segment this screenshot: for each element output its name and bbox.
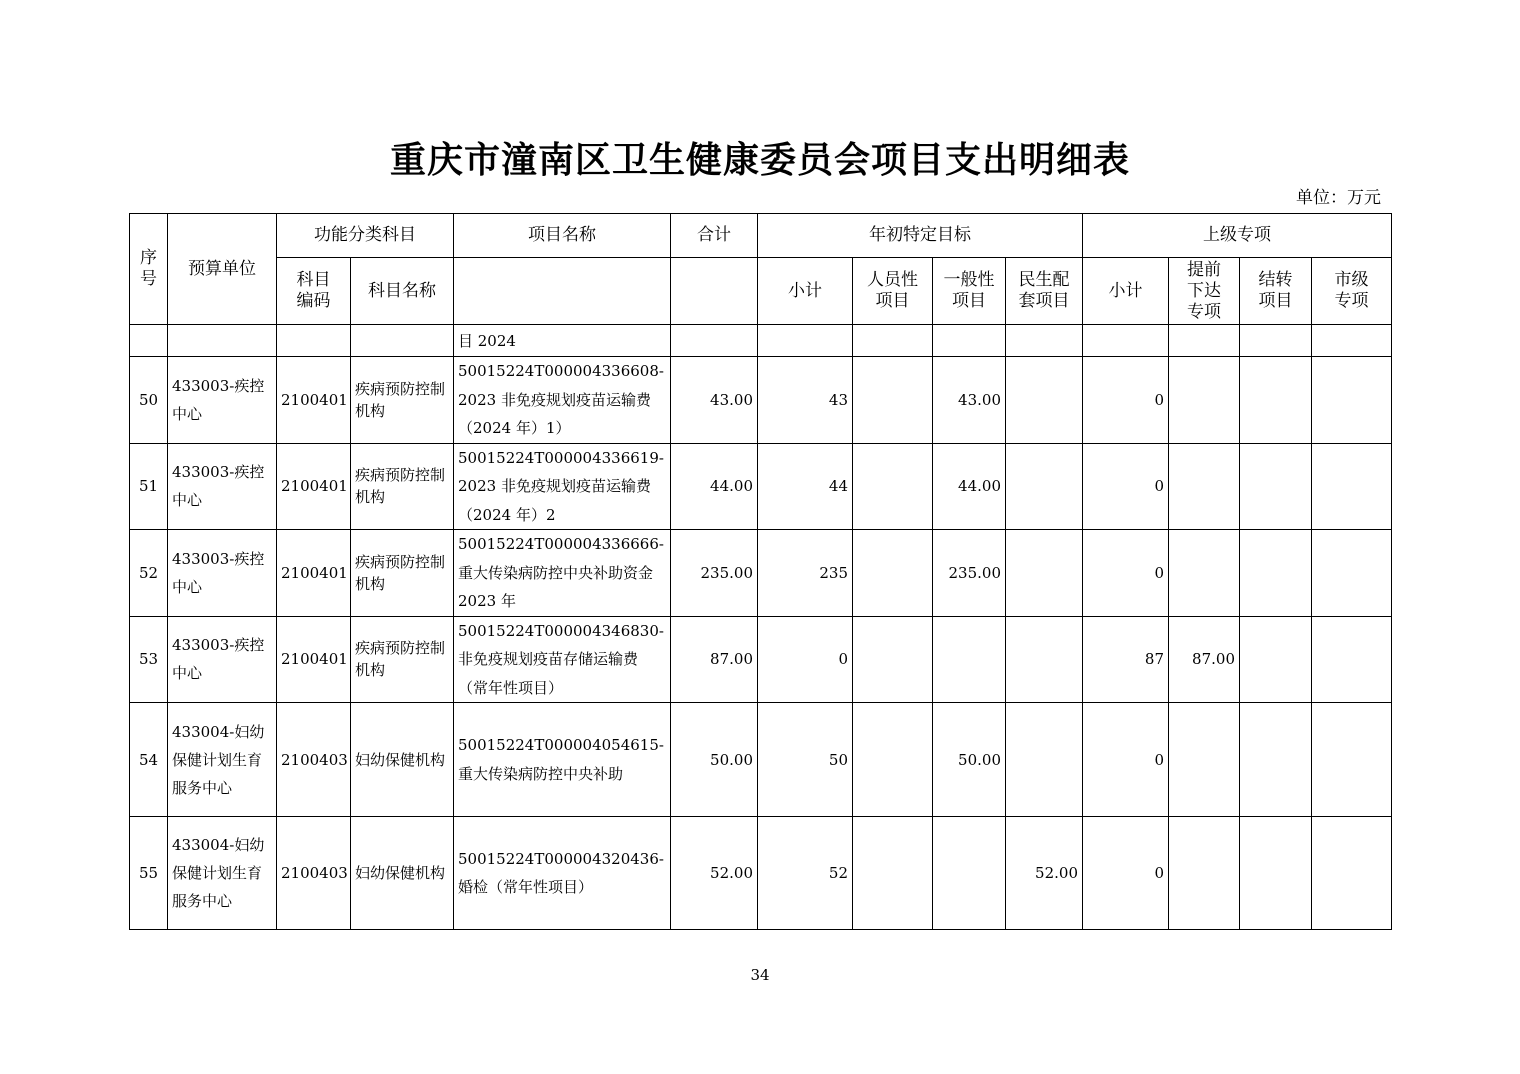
cell-seq: 54 [130,703,168,817]
cell-code: 2100403 [277,703,351,817]
cell-upper-subtotal: 0 [1083,530,1169,617]
cell-code: 2100401 [277,357,351,444]
cell-func-name: 妇幼保健机构 [351,817,454,930]
cell-project: 50015224T000004346830-非免疫规划疫苗存储运输费（常年性项目） [454,616,671,703]
cell-advance: 87.00 [1169,616,1240,703]
header-total-blank [671,258,758,325]
table-row [130,357,1392,444]
cell-project: 50015224T000004336619-2023 非免疫规划疫苗运输费（2024 年）2 [454,443,671,530]
cell-func-name: 疾病预防控制机构 [351,357,454,444]
header-func-name: 科目名称 [351,258,454,325]
cell-carryover [1240,530,1312,617]
page-number: 34 [750,966,770,984]
cell-unit: 433003-疾控中心 [168,357,277,444]
cell-general [933,817,1006,930]
cell-annual-subtotal: 44 [758,443,853,530]
cell-city [1312,616,1392,703]
cell-unit: 433003-疾控中心 [168,530,277,617]
cell-advance [1169,443,1240,530]
cell-carryover [1240,817,1312,930]
header-livelihood: 民生配套项目 [1006,258,1083,325]
cell-func-name: 妇幼保健机构 [351,703,454,817]
cell-personnel [853,817,933,930]
cell-city [1312,530,1392,617]
cell-carryover [1240,357,1312,444]
cell-livelihood [1006,616,1083,703]
cell-annual-subtotal: 0 [758,616,853,703]
header-func-code: 科目编码 [277,258,351,325]
cell-upper-subtotal: 0 [1083,817,1169,930]
header-personnel: 人员性项目 [853,258,933,325]
cell-seq: 52 [130,530,168,617]
cell-unit: 433003-疾控中心 [168,443,277,530]
cell-code: 2100401 [277,616,351,703]
cell-func-name: 疾病预防控制机构 [351,530,454,617]
cell-advance [1169,357,1240,444]
cell-func-name: 疾病预防控制机构 [351,443,454,530]
cell-annual-subtotal: 235 [758,530,853,617]
cell-advance [1169,703,1240,817]
header-upper-subtotal: 小计 [1083,258,1169,325]
cell-unit: 433004-妇幼保健计划生育服务中心 [168,703,277,817]
header-seq: 序号 [130,214,168,325]
cell-total: 235.00 [671,530,758,617]
table-row [130,817,1392,930]
cell-unit: 433004-妇幼保健计划生育服务中心 [168,817,277,930]
cell-upper-subtotal: 87 [1083,616,1169,703]
header-advance: 提前下达专项 [1169,258,1240,325]
header-budget-unit: 预算单位 [168,214,277,325]
cell-general [933,616,1006,703]
header-total: 合计 [671,214,758,258]
cell-personnel [853,703,933,817]
cell-annual-subtotal: 43 [758,357,853,444]
cell-code: 2100401 [277,443,351,530]
cell-total: 50.00 [671,703,758,817]
header-func-group: 功能分类科目 [277,214,454,258]
header-row-1 [130,214,1392,258]
unit-label: 单位：万元 [1296,188,1381,208]
cell-project-continuation: 目 2024 [454,325,671,357]
header-upper-group: 上级专项 [1083,214,1392,258]
table-row [130,616,1392,703]
cell-livelihood [1006,703,1083,817]
cell-project: 50015224T000004336666-重大传染病防控中央补助资金 2023 年 [454,530,671,617]
cell-general: 50.00 [933,703,1006,817]
header-carryover: 结转项目 [1240,258,1312,325]
header-general: 一般性项目 [933,258,1006,325]
cell-seq: 53 [130,616,168,703]
cell-annual-subtotal: 50 [758,703,853,817]
cell-city [1312,357,1392,444]
cell-carryover [1240,443,1312,530]
cell-total: 52.00 [671,817,758,930]
cell-livelihood [1006,530,1083,617]
cell-city [1312,443,1392,530]
cell-unit: 433003-疾控中心 [168,616,277,703]
cell-seq: 50 [130,357,168,444]
cell-total: 43.00 [671,357,758,444]
cell-advance [1169,530,1240,617]
cell-carryover [1240,616,1312,703]
cell-seq: 55 [130,817,168,930]
cell-livelihood [1006,357,1083,444]
cell-seq: 51 [130,443,168,530]
cell-project: 50015224T000004320436-婚检（常年性项目） [454,817,671,930]
cell-upper-subtotal: 0 [1083,703,1169,817]
header-annual-subtotal: 小计 [758,258,853,325]
cell-personnel [853,443,933,530]
header-project-name-blank [454,258,671,325]
cell-code: 2100401 [277,530,351,617]
cell-general: 44.00 [933,443,1006,530]
table-row-continuation [130,325,1392,357]
table-row [130,530,1392,617]
cell-annual-subtotal: 52 [758,817,853,930]
cell-total: 44.00 [671,443,758,530]
cell-general: 43.00 [933,357,1006,444]
cell-upper-subtotal: 0 [1083,443,1169,530]
cell-carryover [1240,703,1312,817]
cell-total: 87.00 [671,616,758,703]
header-annual-group: 年初特定目标 [758,214,1083,258]
cell-city [1312,817,1392,930]
cell-personnel [853,357,933,444]
table-row [130,703,1392,817]
cell-project: 50015224T000004054615-重大传染病防控中央补助 [454,703,671,817]
page-title: 重庆市潼南区卫生健康委员会项目支出明细表 [389,139,1130,181]
cell-personnel [853,530,933,617]
cell-personnel [853,616,933,703]
expenditure-table [129,213,1392,930]
cell-advance [1169,817,1240,930]
cell-livelihood [1006,443,1083,530]
header-row-2 [130,258,1392,325]
header-city: 市级专项 [1312,258,1392,325]
cell-general: 235.00 [933,530,1006,617]
cell-func-name: 疾病预防控制机构 [351,616,454,703]
header-project-name: 项目名称 [454,214,671,258]
cell-livelihood: 52.00 [1006,817,1083,930]
table-row [130,443,1392,530]
cell-project: 50015224T000004336608-2023 非免疫规划疫苗运输费（2024 年）1） [454,357,671,444]
cell-code: 2100403 [277,817,351,930]
cell-city [1312,703,1392,817]
cell-upper-subtotal: 0 [1083,357,1169,444]
